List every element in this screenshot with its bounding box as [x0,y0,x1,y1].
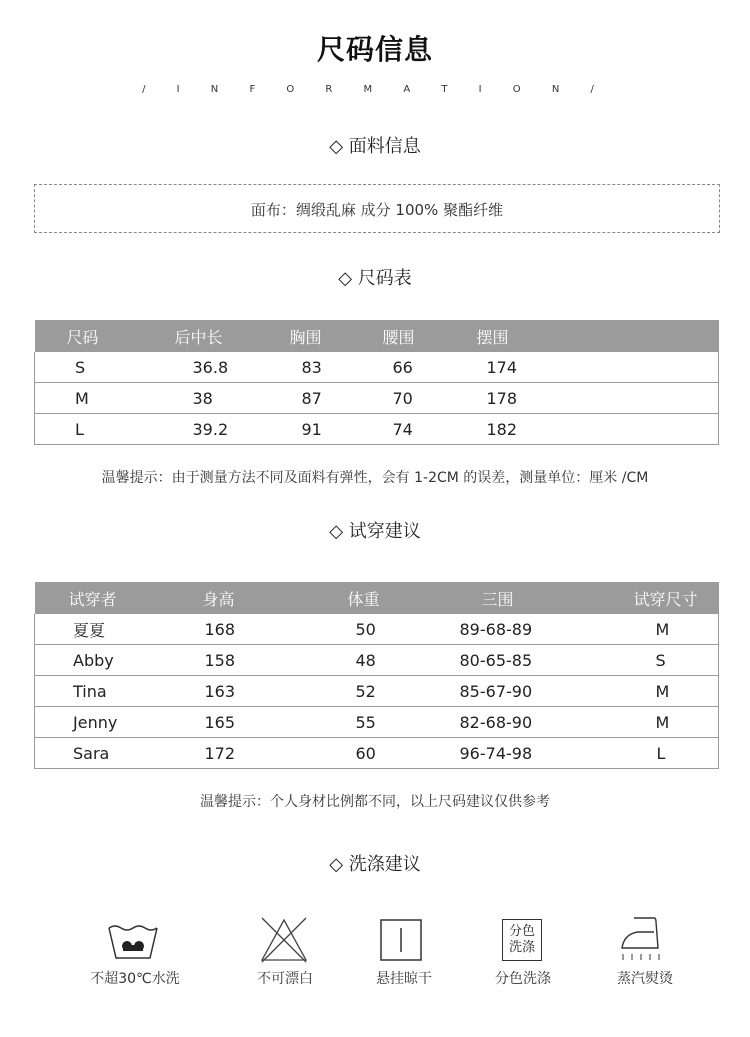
fitting-table [34,582,719,769]
section-title-size-chart: ◇ 尺码表 [338,268,412,289]
table-row [35,676,719,707]
separate-colors-icon [502,919,542,961]
care-label: 蒸汽熨烫 [617,971,673,987]
table-cell: 168 [173,614,318,645]
table-row [35,414,719,445]
section-title-care: ◇ 洗涤建议 [329,854,421,875]
section-title-fabric: ◇ 面料信息 [329,136,421,157]
table-cell: 39.2 [175,414,290,445]
table-cell: 91 [290,414,383,445]
table-cell: S [600,645,719,676]
table-cell: M [600,676,719,707]
table-cell: Jenny [35,707,173,738]
table-cell: 55 [318,707,450,738]
care-label: 不超30℃水洗 [90,971,180,987]
table-cell: 85-67-90 [450,676,600,707]
page-title: 尺码信息 [316,33,433,66]
table-row [35,614,719,645]
table-row [35,645,719,676]
table-cell: M [600,707,719,738]
table-cell: 165 [173,707,318,738]
size-chart-table [34,320,719,445]
table-cell: 83 [290,352,383,383]
column-header: 后中长 [175,320,290,352]
table-row [35,383,719,414]
table-header-row [35,320,719,352]
table-cell: 70 [383,383,477,414]
table-cell: Abby [35,645,173,676]
table-cell: 36.8 [175,352,290,383]
section-title-fitting: ◇ 试穿建议 [329,521,421,542]
table-cell: L [600,738,719,769]
table-cell: 158 [173,645,318,676]
column-header: 腰围 [383,320,477,352]
table-cell: Sara [35,738,173,769]
hang-dry-icon [380,919,422,961]
fitting-note: 温馨提示：个人身材比例都不同，以上尺码建议仅供参考 [200,794,550,810]
table-cell: M [35,383,175,414]
care-label: 分色洗涤 [495,971,551,987]
table-cell: 52 [318,676,450,707]
table-row [35,707,719,738]
column-header: 体重 [318,582,450,614]
fabric-text: 面布：绸缎乱麻 成分 100% 聚酯纤维 [250,201,504,219]
table-cell: M [600,614,719,645]
column-header: 摆围 [477,320,719,352]
column-header: 胸围 [290,320,383,352]
table-cell: 89-68-89 [450,614,600,645]
table-cell: 80-65-85 [450,645,600,676]
table-cell: 66 [383,352,477,383]
table-cell: 172 [173,738,318,769]
table-cell: 178 [477,383,719,414]
table-cell: 82-68-90 [450,707,600,738]
table-cell: 38 [175,383,290,414]
table-header-row [35,582,719,614]
table-cell: 夏夏 [35,614,173,645]
column-header: 尺码 [35,320,175,352]
do-not-bleach-icon [258,916,310,964]
care-label: 悬挂晾干 [376,971,432,987]
table-row [35,352,719,383]
table-cell: L [35,414,175,445]
column-header: 三围 [450,582,600,614]
column-header: 试穿尺寸 [600,582,719,614]
page-subtitle: / I N F O R M A T I O N / [142,84,608,95]
table-cell: Tina [35,676,173,707]
table-cell: S [35,352,175,383]
column-header: 身高 [173,582,318,614]
wash-basin-30-icon [107,922,159,962]
table-cell: 163 [173,676,318,707]
table-cell: 50 [318,614,450,645]
column-header: 试穿者 [35,582,173,614]
steam-iron-icon [620,914,668,964]
table-cell: 182 [477,414,719,445]
size-chart-note: 温馨提示：由于测量方法不同及面料有弹性，会有 1-2CM 的误差，测量单位：厘米 /CM [101,470,649,486]
care-label: 不可漂白 [257,971,313,987]
fabric-info-box [34,184,720,233]
table-cell: 96-74-98 [450,738,600,769]
separate-colors-line1: 分色 [508,924,535,939]
separate-colors-line2: 洗涤 [508,940,535,955]
table-row [35,738,719,769]
table-cell: 60 [318,738,450,769]
table-cell: 87 [290,383,383,414]
table-cell: 48 [318,645,450,676]
table-cell: 74 [383,414,477,445]
table-cell: 174 [477,352,719,383]
